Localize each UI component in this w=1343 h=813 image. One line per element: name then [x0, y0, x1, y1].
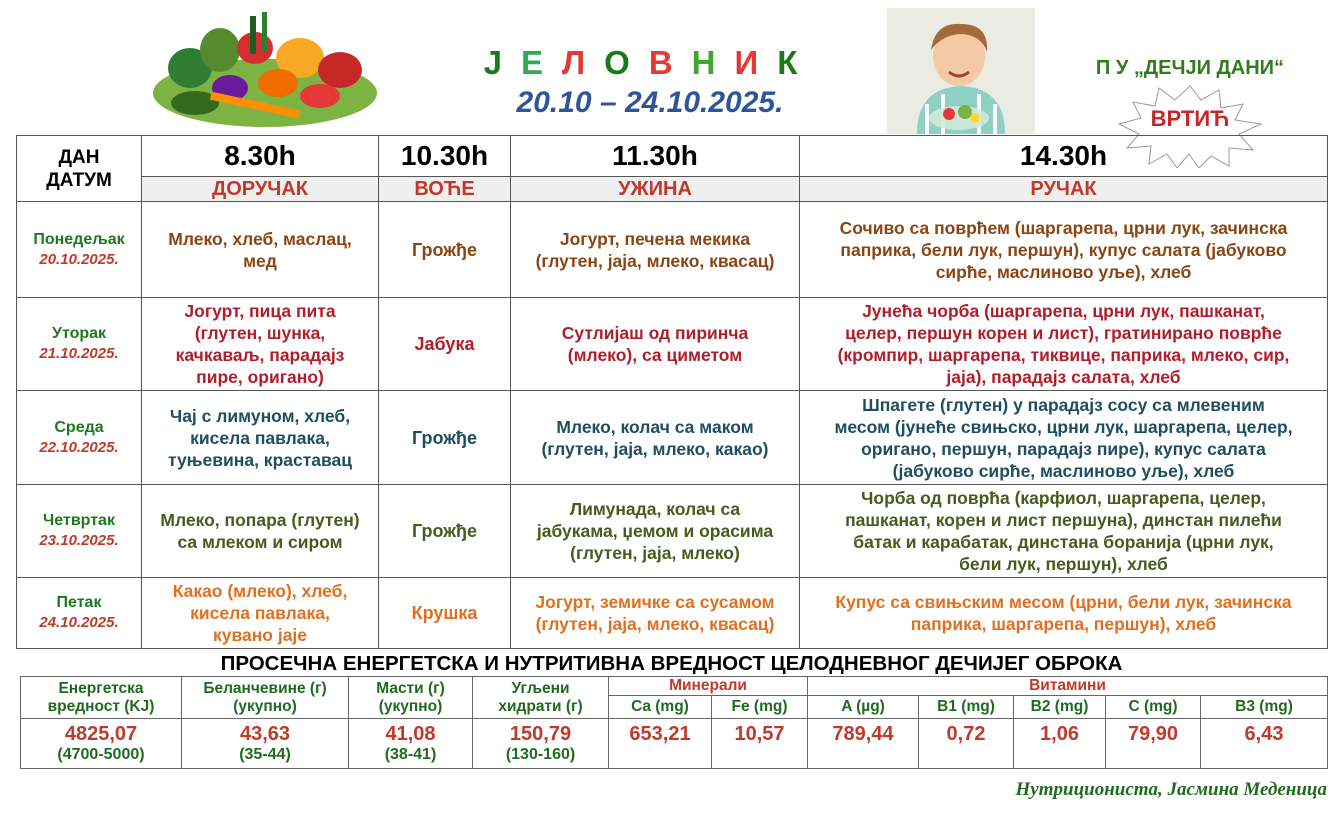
nutrient-value-cell: [1014, 719, 1106, 769]
nutrient-value-cell: [21, 719, 182, 769]
menu-text-line: Сутлијаш од пиринча: [561, 323, 749, 343]
menu-text-line: Шпагете (глутен) у парадајз сосу са млевеним: [862, 394, 1265, 415]
nutrient-value: 6,43: [1244, 723, 1284, 745]
menu-text-line: Млеко, колач са маком: [556, 416, 754, 437]
menu-text-line: (јабуково сирће, маслиново уље), хлеб: [892, 460, 1235, 481]
menu-text-line: Купус са свињским месом (црни, бели лук, зачинска: [835, 592, 1292, 612]
menu-text-line: (глутен, јаја, млеко, какао): [541, 438, 769, 459]
group-label: ВРТИЋ: [1150, 106, 1230, 131]
fruit-cell: [379, 202, 511, 298]
lunch-cell: [800, 298, 1328, 391]
carbs-label-line2: хидрати (г): [498, 697, 583, 715]
snack-cell: [511, 485, 800, 578]
menu-text-line: пашканат, корен и лист першуна), динстан пилећи: [845, 510, 1282, 530]
energy-label-line1: Енергетска: [58, 679, 144, 697]
day-date-header: [17, 136, 142, 202]
nutrient-value: 0,72: [946, 723, 986, 745]
day-cell: [17, 202, 142, 298]
menu-text-line: качкаваљ, парадајз: [175, 345, 345, 365]
lunch-cell: [800, 391, 1328, 485]
snack-cell: [511, 202, 800, 298]
lunch-cell: [800, 202, 1328, 298]
menu-text-line: кувано јаје: [212, 625, 308, 645]
day-cell: [17, 485, 142, 578]
nutrient-sublabel: Ca (mg): [609, 696, 712, 719]
nutrient-value: 41,08: [385, 723, 436, 745]
nutrition-table: [20, 676, 1328, 769]
meal-header-breakfast: ДОРУЧАК: [142, 177, 379, 202]
nutrient-value-cell: [1106, 719, 1201, 769]
lunch-cell: [800, 578, 1328, 649]
minerals-header: Минерали: [609, 677, 808, 696]
meal-header-lunch: РУЧАК: [800, 177, 1328, 202]
day-date: 22.10.2025.: [39, 438, 119, 456]
lunch-cell: [800, 485, 1328, 578]
menu-text-line: јаја), парадајз салата, хлеб: [946, 367, 1181, 387]
menu-text-line: Чај с лимуном, хлеб,: [169, 405, 351, 426]
nutrient-value: 10,57: [734, 723, 785, 745]
menu-text-line: кисела павлака,: [190, 427, 330, 448]
menu-text-line: мед: [243, 250, 277, 271]
page-title: [470, 44, 830, 82]
menu-text-line: Крушка: [411, 603, 478, 623]
title-letter: В: [648, 44, 692, 81]
breakfast-cell: [142, 391, 379, 485]
menu-text-line: паприка, шаргарепа, першун), хлеб: [910, 614, 1217, 634]
menu-row: [17, 485, 1328, 578]
energy-label-line2: вредност (KJ): [47, 697, 155, 715]
day-name: Понедељак: [33, 230, 125, 248]
menu-text-line: јабукама, џемом и орасима: [536, 521, 774, 541]
nutrient-sublabel: C (mg): [1106, 696, 1201, 719]
day-header-label: ДАН: [58, 146, 100, 168]
nutrient-value-cell: [1201, 719, 1328, 769]
snack-cell: [511, 298, 800, 391]
menu-text-line: кисела павлака,: [190, 603, 330, 623]
menu-text-line: (глутен, јаја, млеко, квасац): [535, 250, 775, 271]
breakfast-cell: [142, 485, 379, 578]
day-name: Уторак: [51, 325, 107, 342]
day-date: 20.10.2025.: [39, 250, 119, 268]
nutrient-value-cell: [919, 719, 1014, 769]
menu-text-line: (глутен, шунка,: [194, 323, 326, 343]
menu-text-line: сирће, маслиново уље), хлеб: [935, 261, 1192, 282]
fruit-cell: [379, 485, 511, 578]
nutrient-value: 79,90: [1127, 723, 1179, 745]
menu-text-line: оригано, першун, парадајз пире), купус салата: [861, 438, 1266, 459]
nutrient-value: 4825,07: [64, 723, 138, 745]
day-date: 24.10.2025.: [39, 614, 119, 631]
menu-text-line: паприка, бели лук, першун), купус салата (јабуково: [840, 239, 1287, 260]
menu-row: [17, 578, 1328, 649]
nutrient-value-cell: [182, 719, 349, 769]
nutrient-value-cell: [473, 719, 609, 769]
day-name: Петак: [56, 594, 102, 611]
time-header: 10.30h: [379, 136, 511, 177]
fruit-cell: [379, 391, 511, 485]
time-header: 14.30h: [800, 136, 1328, 177]
carbs-label: [473, 677, 609, 719]
menu-table: [16, 135, 1328, 649]
date-range: 20.10 – 24.10.2025.: [516, 86, 784, 119]
title-letter: И: [734, 44, 778, 81]
vegetables-illustration: [150, 8, 380, 130]
nutrient-value: 789,44: [832, 723, 894, 745]
nutrient-value-cell: [712, 719, 808, 769]
day-cell: [17, 578, 142, 649]
nutrient-value: 43,63: [239, 723, 291, 745]
title-letter: Н: [691, 44, 735, 81]
day-date: 21.10.2025.: [39, 345, 119, 362]
nutrient-range: (38-41): [384, 746, 437, 763]
nutrient-value-cell: [808, 719, 919, 769]
day-cell: [17, 298, 142, 391]
nutrient-range: (130-160): [505, 746, 576, 763]
nutrient-value: 150,79: [509, 723, 572, 745]
nutrient-sublabel: Fe (mg): [712, 696, 808, 719]
menu-text-line: (млеко), са циметом: [567, 345, 743, 365]
menu-text-line: месом (јунеће свињско, црни лук, шаргарепа, целер,: [834, 416, 1293, 437]
fat-label-line2: (укупно): [378, 697, 443, 715]
menu-text-line: Лимунада, колач са: [569, 499, 741, 519]
breakfast-cell: [142, 578, 379, 649]
day-date: 23.10.2025.: [39, 532, 119, 549]
title-letter: К: [777, 44, 817, 81]
menu-text-line: Јогурт, земичке са сусамом: [535, 592, 775, 612]
protein-label: [182, 677, 349, 719]
menu-text-line: (глутен, јаја, млеко, квасац): [535, 614, 775, 634]
protein-label-line1: Беланчевине (г): [203, 679, 327, 697]
nutrient-sublabel: A (µg): [808, 696, 919, 719]
title-letter: Л: [561, 44, 605, 81]
menu-text-line: туњевина, краставац: [167, 449, 353, 470]
menu-text-line: Јогурт, печена мекика: [559, 228, 751, 249]
breakfast-cell: [142, 202, 379, 298]
time-header: 11.30h: [511, 136, 800, 177]
title-letter: О: [604, 44, 649, 81]
nutrient-range: (4700-5000): [57, 746, 145, 763]
nutrient-value: 653,21: [629, 723, 691, 745]
menu-text-line: пире, оригано): [196, 367, 324, 387]
nutrient-sublabel: B1 (mg): [919, 696, 1014, 719]
menu-row: [17, 391, 1328, 485]
energy-label: [21, 677, 182, 719]
menu-text-line: Јогурт, пица пита: [184, 301, 336, 321]
organization-name: П У „ДЕЧЈИ ДАНИ“: [1095, 57, 1285, 79]
nutrition-title: ПРОСЕЧНА ЕНЕРГЕТСКА И НУТРИТИВНА ВРЕДНОСТ ЦЕЛОДНЕВНОГ ДЕЧИЈЕГ ОБРОКА: [220, 652, 1123, 675]
menu-row: [17, 298, 1328, 391]
menu-text-line: Јунећа чорба (шаргарепа, црни лук, пашканат,: [862, 301, 1265, 321]
menu-text-line: са млеком и сиром: [177, 532, 343, 552]
nutritionist-signature: Нутриционистa, Јасмина Меденица: [1015, 779, 1327, 800]
protein-label-line2: (укупно): [233, 697, 297, 715]
menu-text-line: Грожђе: [411, 239, 478, 260]
menu-text-line: Грожђе: [411, 521, 478, 541]
snack-cell: [511, 578, 800, 649]
snack-cell: [511, 391, 800, 485]
title-letter: Ј: [483, 44, 521, 81]
menu-row: [17, 202, 1328, 298]
nutrient-value: 1,06: [1040, 723, 1079, 745]
carbs-label-line1: Угљени: [511, 679, 570, 697]
menu-text-line: Млеко, хлеб, маслац,: [168, 228, 352, 249]
menu-text-line: (глутен, јаја, млеко): [570, 543, 740, 563]
menu-text-line: Какао (млеко), хлеб,: [172, 581, 348, 601]
breakfast-cell: [142, 298, 379, 391]
meal-header-fruit: ВОЋЕ: [379, 177, 511, 202]
fat-label: [349, 677, 473, 719]
day-name: Среда: [54, 418, 104, 436]
menu-text-line: Млеко, попара (глутен): [160, 510, 360, 530]
vitamins-header: Витамини: [808, 677, 1328, 696]
date-header-label: ДАТУМ: [46, 169, 112, 191]
nutrient-sublabel: B2 (mg): [1014, 696, 1106, 719]
nutrient-value-cell: [349, 719, 473, 769]
nutrient-sublabel: B3 (mg): [1201, 696, 1328, 719]
time-header: 8.30h: [142, 136, 379, 177]
fat-label-line1: Масти (г): [376, 679, 445, 697]
menu-text-line: (кромпир, шаргарепа, тиквице, паприка, млеко, сир,: [837, 345, 1290, 365]
meal-header-snack: УЖИНА: [511, 177, 800, 202]
nutrient-range: (35-44): [239, 746, 291, 763]
title-letter: Е: [520, 44, 562, 81]
fruit-cell: [379, 298, 511, 391]
menu-text-line: Сочиво са поврћем (шаргарепа, црни лук, зачинска: [839, 217, 1288, 238]
menu-text-line: Јабука: [414, 334, 475, 354]
menu-text-line: целер, першун корен и лист), гратинирано поврће: [845, 323, 1282, 343]
day-name: Четвртак: [43, 512, 115, 529]
menu-text-line: бели лук, першун), хлеб: [959, 554, 1168, 574]
nutrient-value-cell: [609, 719, 712, 769]
fruit-cell: [379, 578, 511, 649]
child-eating-photo: [887, 8, 1035, 134]
menu-text-line: Чорба од поврћа (карфиол, шаргарепа, целер,: [861, 488, 1266, 508]
menu-text-line: Грожђе: [411, 427, 478, 448]
day-cell: [17, 391, 142, 485]
menu-text-line: батак и карабатак, динстана боранија (црни лук,: [853, 532, 1274, 552]
